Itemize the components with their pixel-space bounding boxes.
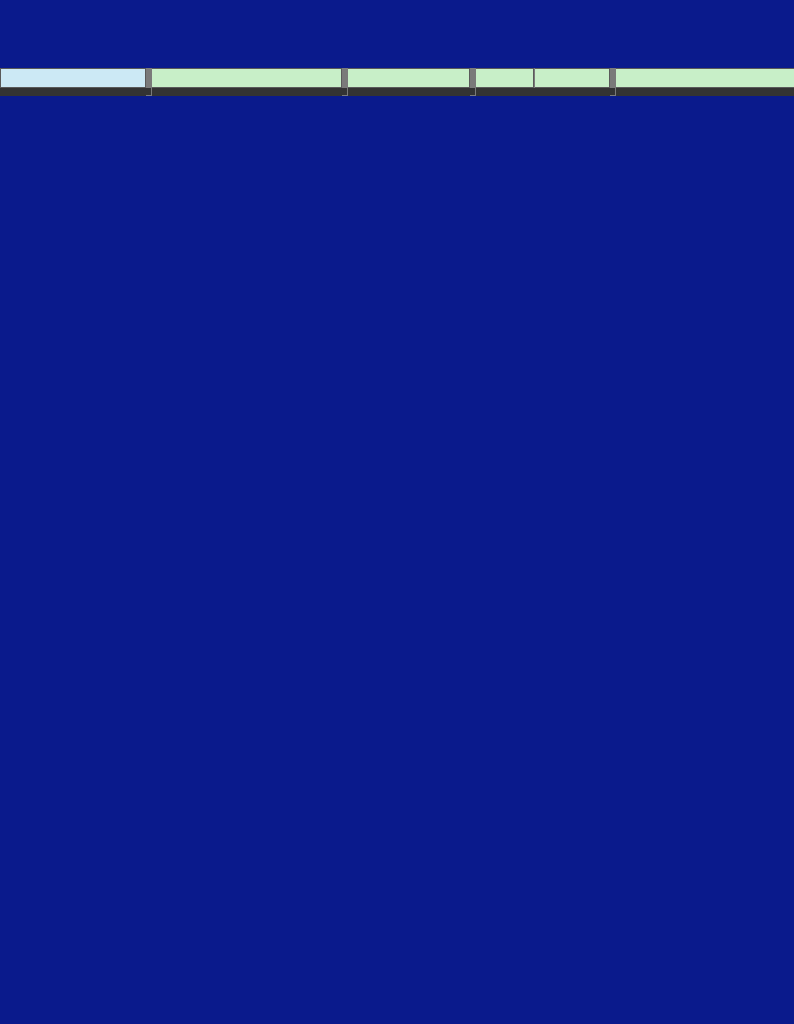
header-winners — [616, 69, 794, 88]
header-finishes — [348, 69, 470, 88]
header-teams — [152, 69, 342, 88]
page-banner — [0, 0, 794, 68]
header-de — [535, 69, 610, 88]
header-rr — [476, 69, 534, 88]
bottom-results-table — [0, 68, 794, 96]
header-division — [1, 69, 146, 88]
hall-of-fame-grid — [0, 0, 794, 96]
column-header-row — [1, 69, 794, 88]
